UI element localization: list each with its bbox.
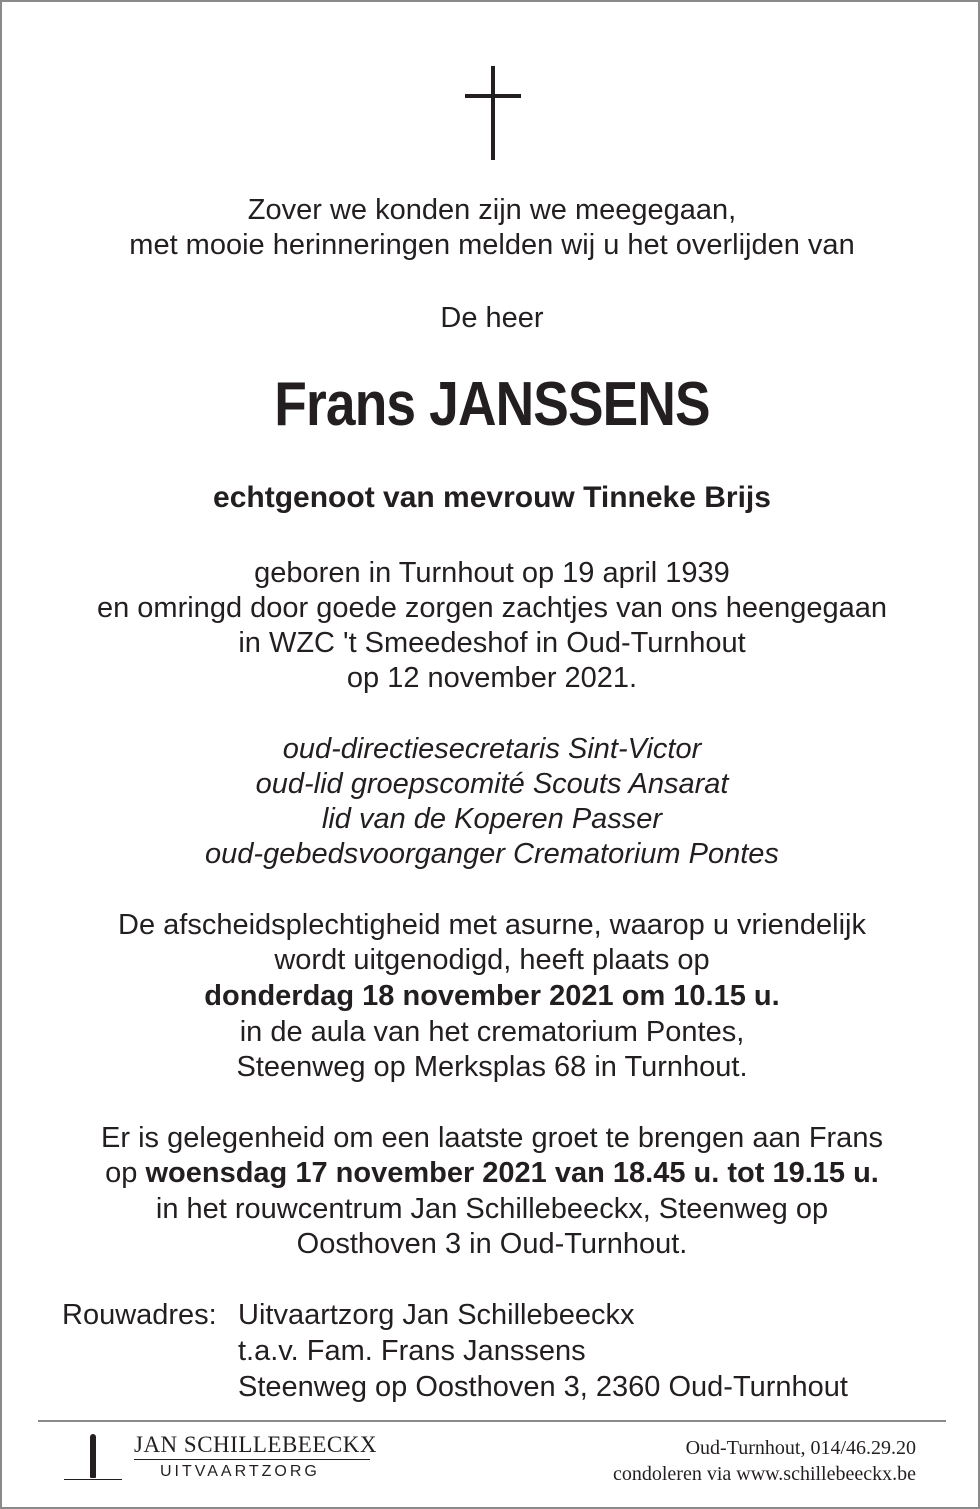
cross-icon <box>465 66 521 160</box>
contact-phone: Oud-Turnhout, 014/46.29.20 <box>685 1437 916 1459</box>
viewing-date: woensdag 17 november 2021 van 18.45 u. tot 19.15 u. <box>145 1157 879 1189</box>
ceremony-line-1: De afscheidsplechtigheid met asurne, waarop u vriendelijk <box>118 909 866 941</box>
ceremony-line-2: wordt uitgenodigd, heeft plaats op <box>274 944 710 976</box>
viewing-line-3: in het rouwcentrum Jan Schillebeeckx, Steenweg op <box>155 1193 829 1225</box>
brand-divider <box>134 1459 370 1460</box>
birth-line-2: en omringd door goede zorgen zachtjes van ons heengegaan <box>96 592 888 624</box>
viewing-line-4: Oosthoven 3 in Oud-Turnhout. <box>296 1228 688 1260</box>
brand-name: JAN SCHILLEBEECKX <box>134 1432 377 1457</box>
brand-subtitle: UITVAARTZORG <box>160 1463 320 1480</box>
intro-line-1: Zover we konden zijn we meegegaan, <box>247 194 737 226</box>
contact-website: condoleren via www.schillebeeckx.be <box>612 1463 916 1485</box>
mourning-address-line-2: t.a.v. Fam. Frans Janssens <box>238 1335 586 1367</box>
viewing-line-1: Er is gelegenheid om een laatste groet te brengen aan Frans <box>101 1122 883 1154</box>
role-1: oud-directiesecretaris Sint-Victor <box>282 733 702 765</box>
ceremony-line-5: Steenweg op Merksplas 68 in Turnhout. <box>236 1051 748 1083</box>
salutation: De heer <box>440 302 544 334</box>
mourning-address-label: Rouwadres: <box>62 1299 217 1331</box>
role-3: lid van de Koperen Passer <box>321 803 663 835</box>
viewing-prefix: op <box>105 1157 138 1189</box>
role-2: oud-lid groepscomité Scouts Ansarat <box>255 768 729 800</box>
footer-divider <box>38 1420 946 1422</box>
birth-line-4: op 12 november 2021. <box>346 662 638 694</box>
ceremony-line-4: in de aula van het crematorium Pontes, <box>239 1016 745 1048</box>
cypress-tree-icon <box>64 1434 122 1484</box>
mourning-address-line-3: Steenweg op Oosthoven 3, 2360 Oud-Turnhout <box>238 1371 848 1403</box>
intro-line-2: met mooie herinneringen melden wij u het overlijden van <box>129 229 855 261</box>
birth-line-3: in WZC 't Smeedeshof in Oud-Turnhout <box>238 627 746 659</box>
spouse-line: echtgenoot van mevrouw Tinneke Brijs <box>213 481 771 514</box>
deceased-name: Frans JANSSENS <box>274 370 710 439</box>
role-4: oud-gebedsvoorganger Crematorium Pontes <box>205 838 779 870</box>
mourning-address-line-1: Uitvaartzorg Jan Schillebeeckx <box>238 1299 635 1331</box>
birth-line-1: geboren in Turnhout op 19 april 1939 <box>254 557 730 589</box>
viewing-line-2 <box>2 1156 980 1191</box>
ceremony-date: donderdag 18 november 2021 om 10.15 u. <box>204 980 780 1012</box>
